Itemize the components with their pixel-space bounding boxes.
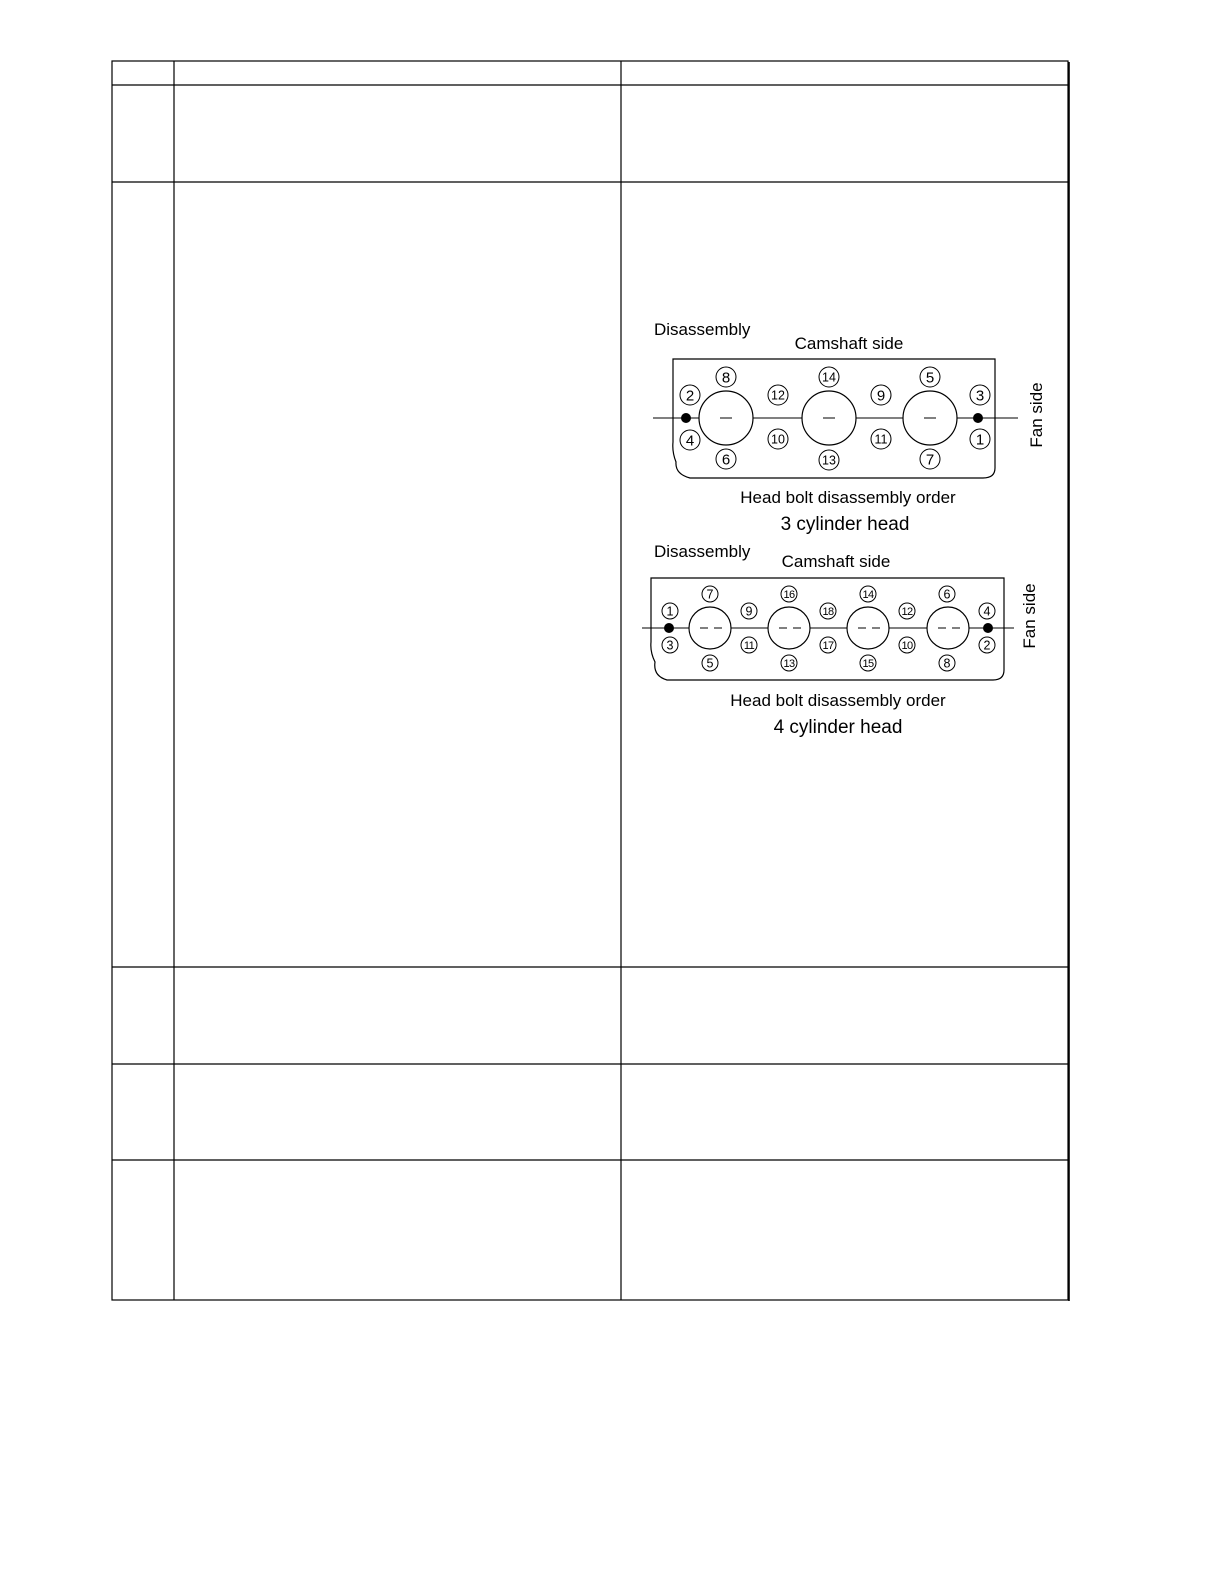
dowel-pin [664,623,674,633]
svg-text:2: 2 [685,387,695,405]
svg-text:13: 13 [822,453,836,468]
bolt-marker [819,367,839,387]
bolt-marker [716,367,736,387]
cylinder-bore [768,607,810,649]
bolt-marker [741,637,757,653]
bolt-marker [741,603,757,619]
dowel-pin [681,413,691,423]
svg-text:3: 3 [975,387,985,405]
svg-text:9: 9 [745,604,753,619]
svg-text:5: 5 [706,656,714,671]
svg-text:16: 16 [783,589,795,601]
cylinder-bore [927,607,969,649]
bolt-marker [920,367,940,387]
bolt-marker [702,586,718,602]
bolt-marker [899,603,915,619]
fan-side-label: Fan side [1027,382,1046,448]
bolt-marker [970,429,990,449]
svg-text:14: 14 [822,370,836,385]
svg-text:1: 1 [975,431,985,449]
svg-text:8: 8 [721,369,731,387]
disassembly-label: Disassembly [654,542,751,561]
bolt-marker [970,385,990,405]
dowel-pin [983,623,993,633]
camshaft-side-label: Camshaft side [781,552,891,571]
bolt-marker [781,655,797,671]
bolt-marker [662,637,678,653]
four-cylinder-head-figure [642,542,1039,738]
svg-text:17: 17 [822,640,834,652]
bolt-marker [939,586,955,602]
svg-text:13: 13 [783,658,795,670]
cylinder-bore [689,607,731,649]
bolt-marker [820,603,836,619]
svg-text:11: 11 [874,432,888,447]
figure-title: 3 cylinder head [780,514,910,535]
bolt-marker [781,586,797,602]
svg-text:10: 10 [771,432,785,447]
svg-text:12: 12 [901,606,913,618]
camshaft-side-label: Camshaft side [794,334,904,353]
bolt-marker [920,449,940,469]
dowel-pin [973,413,983,423]
bolt-marker [939,655,955,671]
svg-text:1: 1 [666,604,674,619]
bolt-marker [702,655,718,671]
svg-text:2: 2 [983,638,991,653]
bolt-marker [820,637,836,653]
svg-text:4: 4 [983,604,991,619]
bolt-marker [680,430,700,450]
bolt-marker [899,637,915,653]
svg-text:6: 6 [943,587,951,602]
svg-text:9: 9 [876,387,886,405]
svg-text:3: 3 [666,638,674,653]
bolt-marker [979,637,995,653]
svg-text:12: 12 [771,388,785,403]
svg-text:4: 4 [685,432,695,450]
bolt-marker [979,603,995,619]
figure-caption: Head bolt disassembly order [740,488,956,507]
svg-text:18: 18 [822,606,834,618]
svg-text:15: 15 [862,658,874,670]
svg-text:6: 6 [721,451,731,469]
figure-title: 4 cylinder head [773,717,903,738]
disassembly-label: Disassembly [654,320,751,339]
bolt-marker [716,449,736,469]
bolt-marker [819,450,839,470]
svg-text:5: 5 [925,369,935,387]
svg-text:10: 10 [901,640,913,652]
svg-text:7: 7 [925,451,935,469]
bolt-marker [871,385,891,405]
bolt-marker [860,655,876,671]
figure-caption: Head bolt disassembly order [730,691,946,710]
bolt-marker [768,429,788,449]
bolt-marker [768,385,788,405]
fan-side-label: Fan side [1020,583,1039,649]
svg-text:14: 14 [862,589,874,601]
bolt-marker [662,603,678,619]
three-cylinder-head-figure [653,320,1046,535]
bolt-marker [680,385,700,405]
svg-text:7: 7 [706,587,714,602]
svg-text:11: 11 [743,640,755,652]
cylinder-bore [847,607,889,649]
bolt-marker [860,586,876,602]
svg-text:8: 8 [943,656,951,671]
bolt-marker [871,429,891,449]
